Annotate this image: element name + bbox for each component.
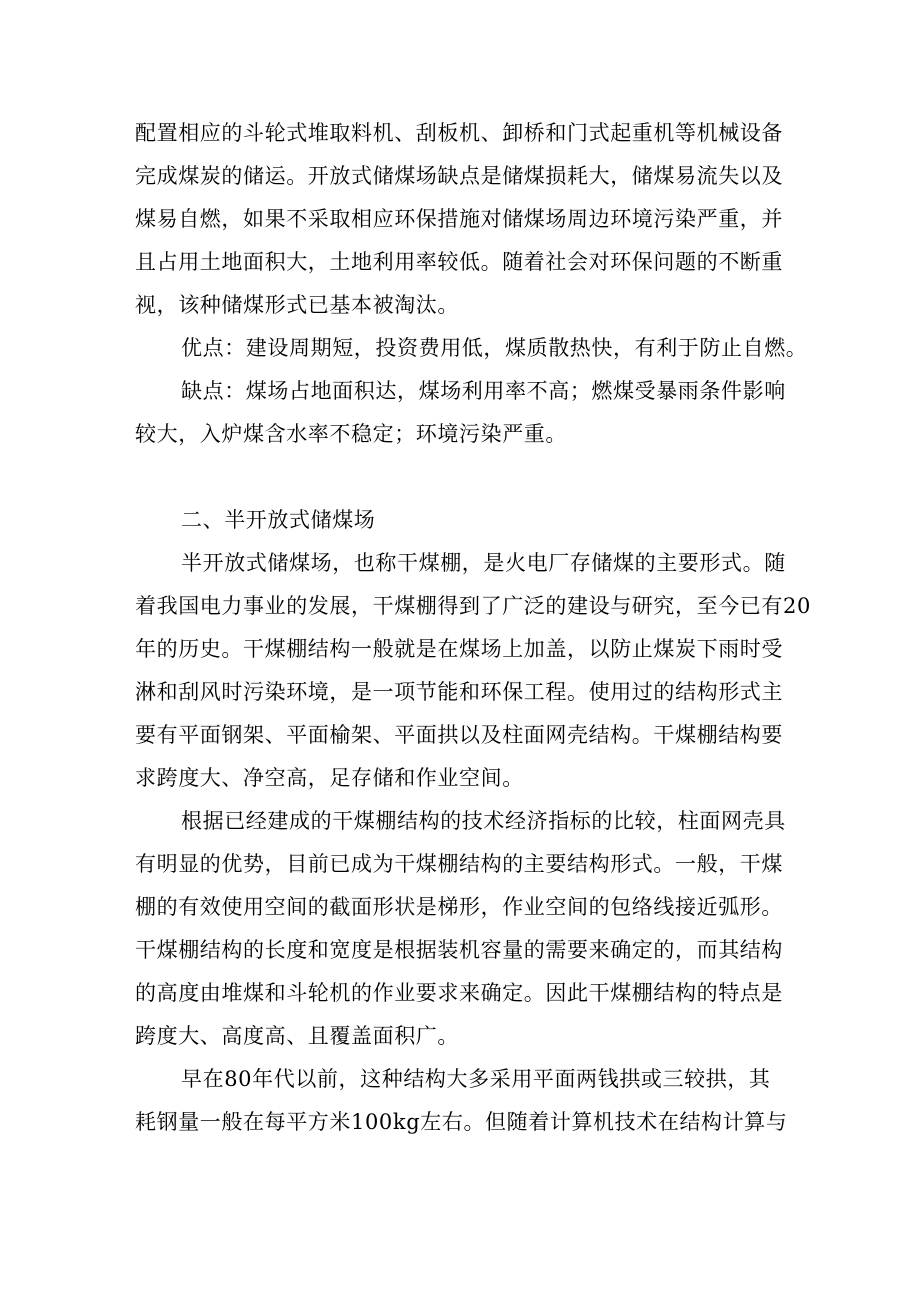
text-line: 着我国电力事业的发展，干煤棚得到了广泛的建设与研究，至今已有20 [135, 594, 811, 618]
text-line: 根据已经建成的干煤棚结构的技术经济指标的比较，柱面网壳具 [181, 809, 786, 833]
document-page [135, 112, 811, 1144]
paragraph-structure-comparison [135, 800, 795, 1058]
text-line: 耗钢量一般在每平方米100kg左右。但随着计算机技术在结构计算与 [135, 1110, 788, 1134]
text-line: 优点：建设周期短，投资费用低，煤质散热快，有利于防止自燃。 [181, 336, 808, 360]
paragraph-semi-open-intro [135, 542, 811, 800]
text-line: 求跨度大、净空高，足存储和作业空间。 [135, 766, 524, 790]
text-line: 半开放式储煤场，也称干煤棚，是火电厂存储煤的主要形式。随 [181, 551, 786, 575]
text-line: 缺点：煤场占地面积达，煤场利用率不高；燃煤受暴雨条件影响 [181, 379, 786, 403]
paragraph-advantages [135, 327, 808, 370]
paragraph-disadvantages [135, 370, 795, 456]
text-line: 要有平面钢架、平面榆架、平面拱以及柱面网壳结构。干煤棚结构要 [135, 723, 783, 747]
text-line: 煤易自燃，如果不采取相应环保措施对储煤场周边环境污染严重，并 [135, 207, 783, 231]
blank-line [135, 456, 795, 499]
paragraph-storage-intro [135, 112, 795, 327]
section-heading: 二、半开放式储煤场 [181, 508, 376, 532]
text-line: 棚的有效使用空间的截面形状是梯形，作业空间的包络线接近弧形。 [135, 895, 783, 919]
text-line: 有明显的优势，目前已成为干煤棚结构的主要结构形式。一般，干煤 [135, 852, 783, 876]
text-line: 干煤棚结构的长度和宽度是根据装机容量的需要来确定的，而其结构 [135, 938, 783, 962]
text-line: 配置相应的斗轮式堆取料机、刮板机、卸桥和门式起重机等机械设备 [135, 121, 783, 145]
text-line: 早在80年代以前，这种结构大多采用平面两钱拱或三较拱，其 [181, 1067, 771, 1091]
text-line: 的高度由堆煤和斗轮机的作业要求来确定。因此干煤棚结构的特点是 [135, 981, 783, 1005]
text-line: 较大，入炉煤含水率不稳定；环境污染严重。 [135, 422, 567, 446]
text-line: 且占用土地面积大，土地利用率较低。随着社会对环保问题的不断重 [135, 250, 783, 274]
paragraph-history [135, 1058, 795, 1144]
text-line: 完成煤炭的储运。开放式储煤场缺点是储煤损耗大，储煤易流失以及 [135, 164, 783, 188]
text-line: 视，该种储煤形式已基本被淘汰。 [135, 293, 459, 317]
text-line: 年的历史。干煤棚结构一般就是在煤场上加盖，以防止煤炭下雨时受 [135, 637, 783, 661]
text-line: 跨度大、高度高、且覆盖面积广。 [135, 1024, 459, 1048]
text-line: 淋和刮风时污染环境，是一项节能和环保工程。使用过的结构形式主 [135, 680, 783, 704]
